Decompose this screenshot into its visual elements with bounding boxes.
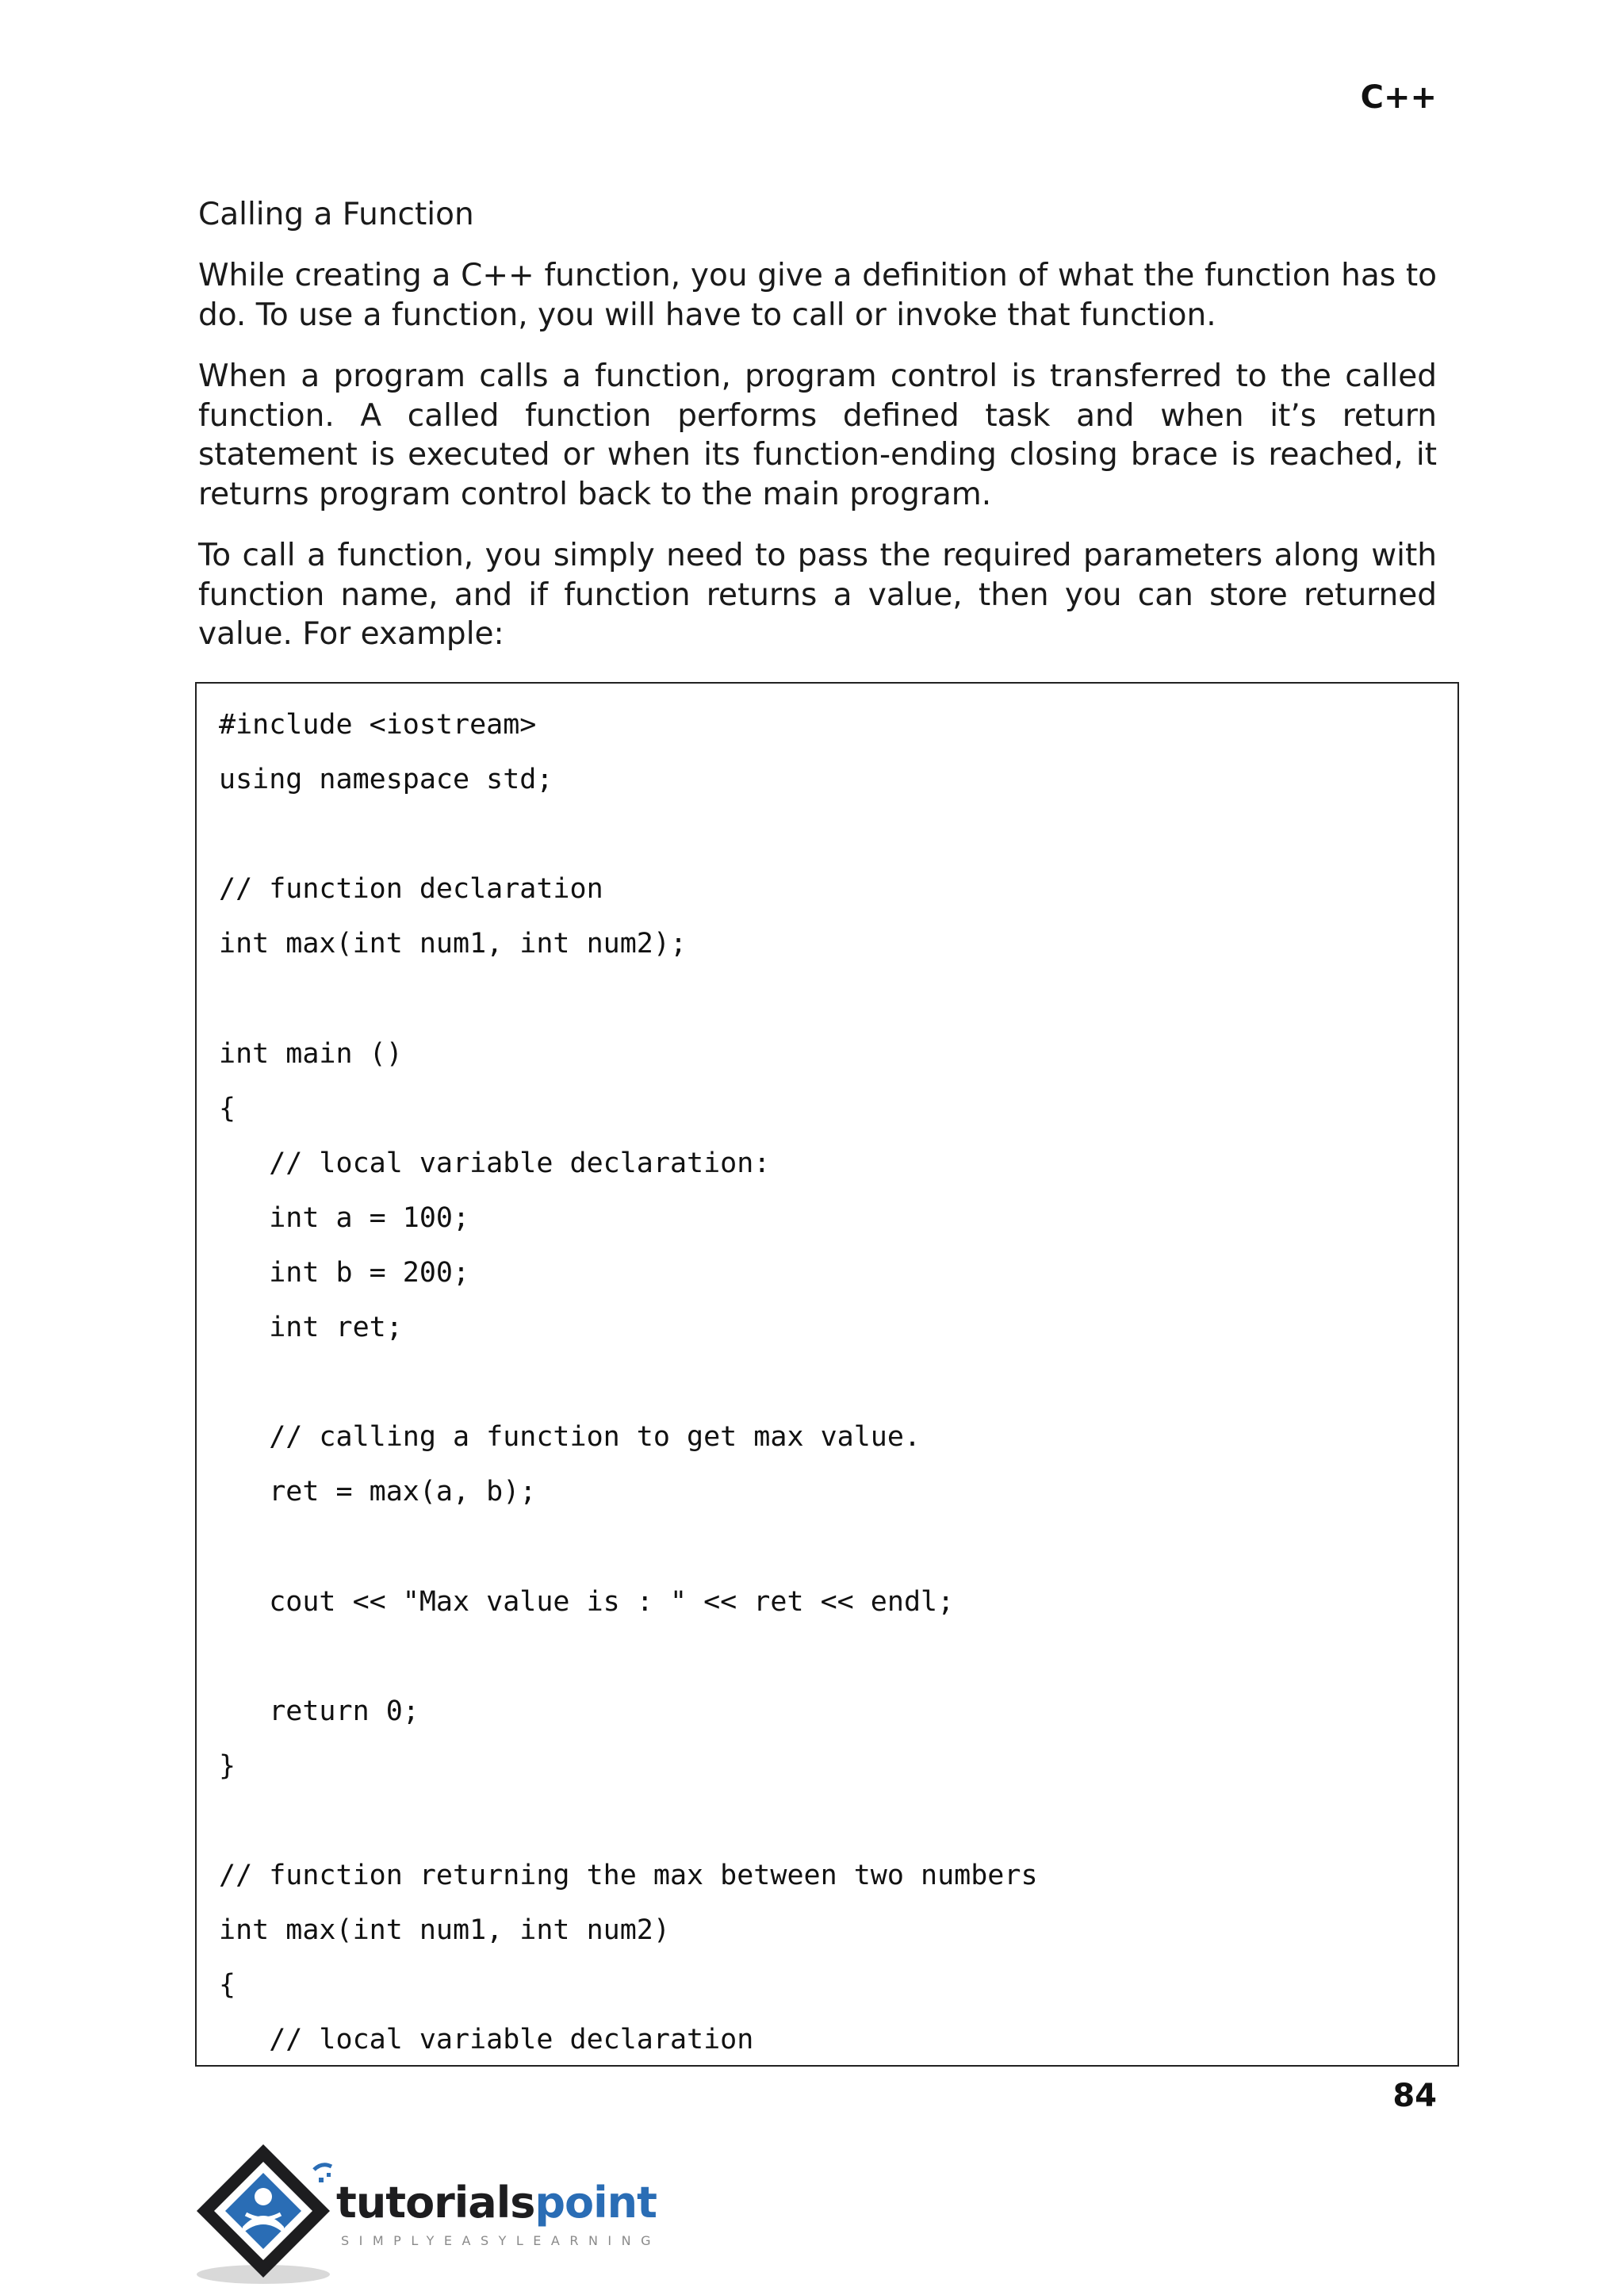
running-header: C++: [1360, 79, 1437, 116]
code-line: [219, 1797, 1038, 1852]
logo-wordmark: [336, 2178, 657, 2228]
code-line: [219, 1358, 1038, 1413]
code-line: int max(int num1, int num2): [219, 1914, 670, 1947]
code-line: // local variable declaration:: [219, 1147, 771, 1179]
code-line: [219, 810, 1038, 865]
code-line: cout << "Max value is : " << ret << endl;: [219, 1585, 955, 1618]
code-line: [219, 1523, 1038, 1577]
code-line: {: [219, 1969, 236, 2002]
code-line: // local variable declaration: [219, 2024, 754, 2056]
paragraph-3: To call a function, you simply need to pass the required parameters along with function name, and if function returns a value, then you can store returned value. For example:: [198, 538, 1437, 652]
paragraph-2: When a program calls a function, program control is transferred to the called function. A called function performs defined task and when it’s return statement is executed or when its function-ending closing brace is reached, it returns program control back to the main program.: [198, 358, 1437, 512]
paragraph-1: While creating a C++ function, you give a definition of what the function has to do. To use a function, you will have to call or invoke that function.: [198, 258, 1437, 333]
code-line: return 0;: [219, 1695, 419, 1727]
code-line: #include <iostream>: [219, 709, 537, 741]
code-line: int ret;: [219, 1312, 403, 1344]
code-line: using namespace std;: [219, 764, 553, 796]
logo-word-part2: point: [534, 2178, 657, 2228]
code-block: [195, 682, 1459, 2067]
code-line: int a = 100;: [219, 1201, 470, 1234]
code-line: int b = 200;: [219, 1256, 470, 1289]
code-line: // function returning the max between two numbers: [219, 1859, 1038, 1891]
code-line: [219, 975, 1038, 1029]
logo-word-part1: tutorials: [336, 2178, 535, 2228]
tutorialspoint-logo: [195, 2138, 687, 2289]
logo-diamond-icon: [195, 2138, 354, 2289]
page-number: 84: [1392, 2078, 1437, 2114]
code-lines: [219, 701, 1038, 2067]
section-heading: Calling a Function: [198, 197, 474, 232]
code-line: int max(int num1, int num2);: [219, 928, 688, 960]
code-line: {: [219, 1092, 236, 1125]
logo-tagline: SIMPLYEASYLEARNING: [341, 2233, 661, 2248]
code-line: int main (): [219, 1037, 403, 1070]
code-line: }: [219, 1749, 236, 1782]
code-line: [219, 1633, 1038, 1688]
code-line: // function declaration: [219, 873, 603, 906]
document-body: [198, 195, 1437, 676]
code-line: // calling a function to get max value.: [219, 1421, 921, 1454]
code-line: ret = max(a, b);: [219, 1476, 537, 1508]
